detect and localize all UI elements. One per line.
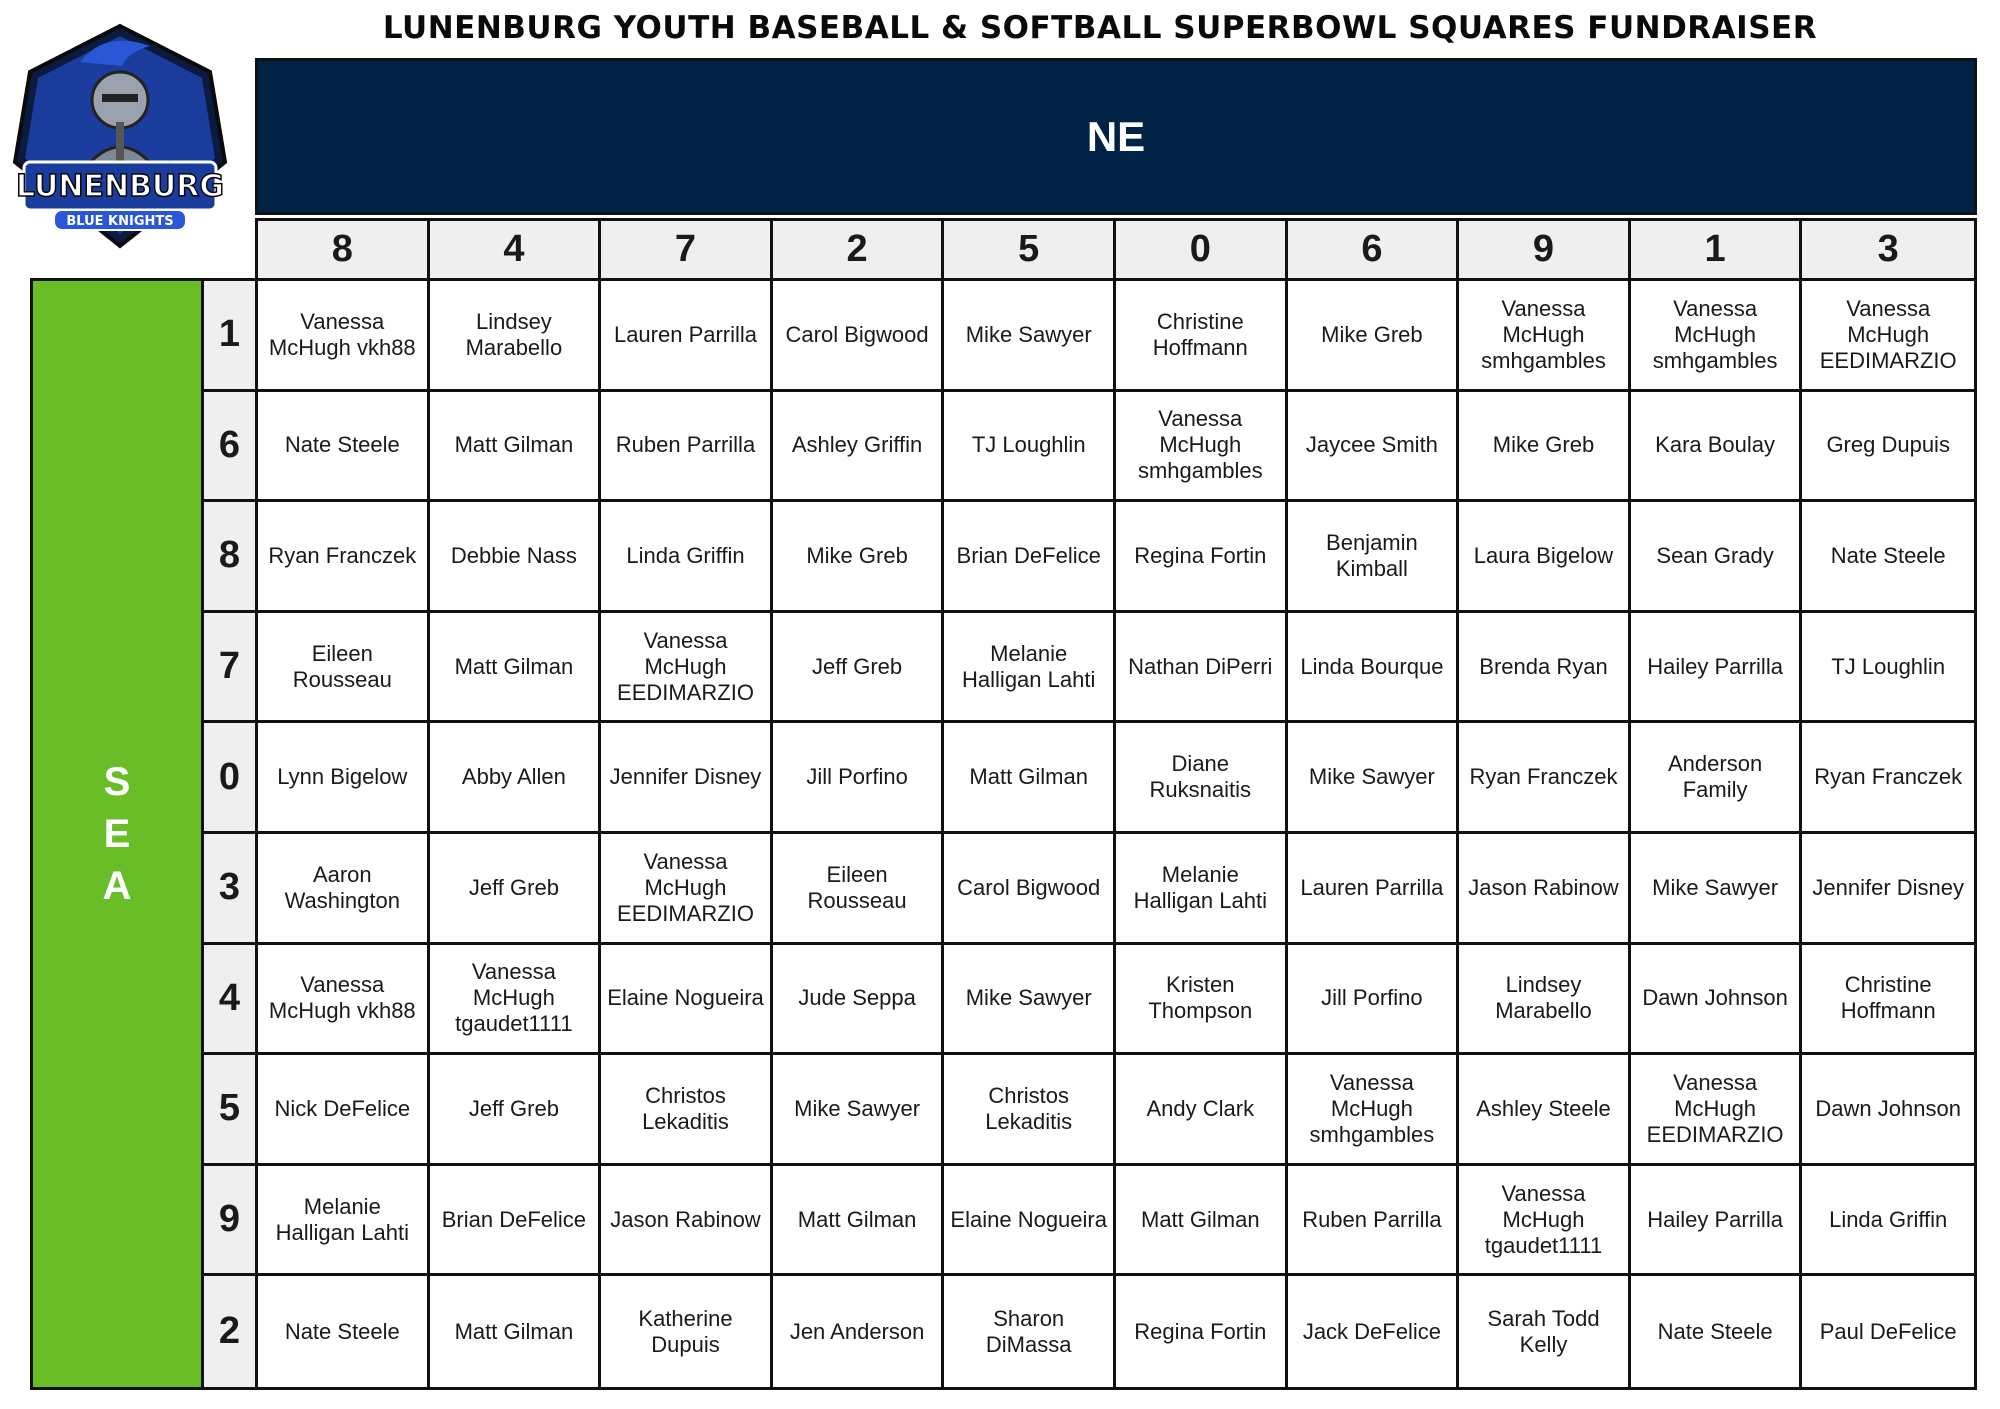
sea-digit: 0 <box>204 723 255 834</box>
square-cell: Linda Bourque <box>1288 613 1460 724</box>
square-cell: Laura Bigelow <box>1459 502 1631 613</box>
ne-digit: 2 <box>773 221 945 278</box>
sea-digit: 9 <box>204 1166 255 1277</box>
ne-digit: 9 <box>1459 221 1631 278</box>
square-cell: Mike Sawyer <box>1631 834 1803 945</box>
square-cell: Vanessa McHugh EEDIMARZIO <box>601 834 773 945</box>
square-cell: Jeff Greb <box>430 1055 602 1166</box>
sea-digit: 8 <box>204 502 255 613</box>
square-cell: Jason Rabinow <box>601 1166 773 1277</box>
square-cell: Sean Grady <box>1631 502 1803 613</box>
square-cell: Jeff Greb <box>430 834 602 945</box>
square-cell: Hailey Parrilla <box>1631 613 1803 724</box>
square-cell: Matt Gilman <box>773 1166 945 1277</box>
square-cell: Lindsey Marabello <box>1459 945 1631 1056</box>
sea-digit: 7 <box>204 613 255 724</box>
square-cell: Katherine Dupuis <box>601 1276 773 1387</box>
svg-text:LUNENBURG: LUNENBURG <box>15 169 225 204</box>
square-cell: Jaycee Smith <box>1288 392 1460 503</box>
square-cell: Linda Griffin <box>601 502 773 613</box>
square-cell: Matt Gilman <box>1116 1166 1288 1277</box>
square-cell: Hailey Parrilla <box>1631 1166 1803 1277</box>
square-cell: Vanessa McHugh smhgambles <box>1631 281 1803 392</box>
ne-digit: 0 <box>1116 221 1288 278</box>
square-cell: Dawn Johnson <box>1631 945 1803 1056</box>
square-cell: Kristen Thompson <box>1116 945 1288 1056</box>
sea-digit: 5 <box>204 1055 255 1166</box>
ne-digit-row <box>255 218 1977 278</box>
square-cell: Jude Seppa <box>773 945 945 1056</box>
square-cell: Jason Rabinow <box>1459 834 1631 945</box>
square-cell: Elaine Nogueira <box>944 1166 1116 1277</box>
square-cell: Jeff Greb <box>773 613 945 724</box>
square-cell: Matt Gilman <box>430 1276 602 1387</box>
sea-digit-column <box>204 278 255 1390</box>
square-cell: Melanie Halligan Lahti <box>258 1166 430 1277</box>
ne-digit: 7 <box>601 221 773 278</box>
square-cell: Ruben Parrilla <box>601 392 773 503</box>
sea-digit: 4 <box>204 945 255 1056</box>
square-cell: Mike Sawyer <box>773 1055 945 1166</box>
square-cell: Lauren Parrilla <box>1288 834 1460 945</box>
ne-digit: 1 <box>1631 221 1803 278</box>
square-cell: Mike Sawyer <box>944 281 1116 392</box>
square-cell: TJ Loughlin <box>944 392 1116 503</box>
square-cell: Debbie Nass <box>430 502 602 613</box>
square-cell: Jennifer Disney <box>1802 834 1974 945</box>
square-cell: Carol Bigwood <box>773 281 945 392</box>
square-cell: Eileen Rousseau <box>258 613 430 724</box>
square-cell: Jennifer Disney <box>601 723 773 834</box>
square-cell: Mike Greb <box>773 502 945 613</box>
square-cell: Nate Steele <box>258 1276 430 1387</box>
square-cell: Matt Gilman <box>944 723 1116 834</box>
square-cell: Dawn Johnson <box>1802 1055 1974 1166</box>
ne-digit: 5 <box>944 221 1116 278</box>
square-cell: Mike Greb <box>1459 392 1631 503</box>
square-cell: Jack DeFelice <box>1288 1276 1460 1387</box>
square-cell: Jill Porfino <box>773 723 945 834</box>
square-cell: Aaron Washington <box>258 834 430 945</box>
knight-icon <box>10 22 230 250</box>
square-cell: Abby Allen <box>430 723 602 834</box>
ne-digit: 6 <box>1288 221 1460 278</box>
square-cell: Brian DeFelice <box>944 502 1116 613</box>
square-cell: Vanessa McHugh smhgambles <box>1116 392 1288 503</box>
square-cell: Christos Lekaditis <box>944 1055 1116 1166</box>
square-cell: Christine Hoffmann <box>1802 945 1974 1056</box>
square-cell: Mike Sawyer <box>1288 723 1460 834</box>
square-cell: Vanessa McHugh smhgambles <box>1288 1055 1460 1166</box>
square-cell: Sarah Todd Kelly <box>1459 1276 1631 1387</box>
square-cell: Jill Porfino <box>1288 945 1460 1056</box>
square-cell: Vanessa McHugh vkh88 <box>258 945 430 1056</box>
square-cell: Benjamin Kimball <box>1288 502 1460 613</box>
square-cell: Diane Ruksnaitis <box>1116 723 1288 834</box>
square-cell: Ryan Franczek <box>258 502 430 613</box>
sea-team-label: SEA <box>102 760 132 908</box>
square-cell: Lynn Bigelow <box>258 723 430 834</box>
square-cell: TJ Loughlin <box>1802 613 1974 724</box>
square-cell: Lindsey Marabello <box>430 281 602 392</box>
square-cell: Elaine Nogueira <box>601 945 773 1056</box>
square-cell: Mike Greb <box>1288 281 1460 392</box>
square-cell: Nate Steele <box>1631 1276 1803 1387</box>
square-cell: Linda Griffin <box>1802 1166 1974 1277</box>
square-cell: Sharon DiMassa <box>944 1276 1116 1387</box>
square-cell: Nathan DiPerri <box>1116 613 1288 724</box>
square-cell: Brian DeFelice <box>430 1166 602 1277</box>
square-cell: Vanessa McHugh EEDIMARZIO <box>1802 281 1974 392</box>
ne-digit: 8 <box>258 221 430 278</box>
square-cell: Anderson Family <box>1631 723 1803 834</box>
sea-digit: 1 <box>204 281 255 392</box>
square-cell: Melanie Halligan Lahti <box>1116 834 1288 945</box>
square-cell: Carol Bigwood <box>944 834 1116 945</box>
square-cell: Regina Fortin <box>1116 502 1288 613</box>
square-cell: Brenda Ryan <box>1459 613 1631 724</box>
square-cell: Ruben Parrilla <box>1288 1166 1460 1277</box>
squares-grid <box>255 278 1977 1390</box>
square-cell: Ashley Griffin <box>773 392 945 503</box>
square-cell: Ryan Franczek <box>1459 723 1631 834</box>
square-cell: Kara Boulay <box>1631 392 1803 503</box>
svg-text:BLUE KNIGHTS: BLUE KNIGHTS <box>66 214 174 229</box>
square-cell: Andy Clark <box>1116 1055 1288 1166</box>
square-cell: Regina Fortin <box>1116 1276 1288 1387</box>
sea-digit: 2 <box>204 1276 255 1387</box>
sea-team-header <box>30 278 204 1390</box>
square-cell: Jen Anderson <box>773 1276 945 1387</box>
square-cell: Melanie Halligan Lahti <box>944 613 1116 724</box>
ne-team-header: NE <box>255 58 1977 215</box>
square-cell: Christos Lekaditis <box>601 1055 773 1166</box>
ne-digit: 4 <box>430 221 602 278</box>
square-cell: Paul DeFelice <box>1819 1318 1957 1344</box>
square-cell: Nate Steele <box>258 392 430 503</box>
square-cell: Vanessa McHugh tgaudet1111 <box>430 945 602 1056</box>
lunenburg-blue-knights-logo <box>10 22 230 250</box>
square-cell: Nate Steele <box>1802 502 1974 613</box>
square-cell: Ashley Steele <box>1459 1055 1631 1166</box>
square-cell: Vanessa McHugh EEDIMARZIO <box>1631 1055 1803 1166</box>
square-cell: Nick DeFelice <box>258 1055 430 1166</box>
square-cell: Mike Sawyer <box>944 945 1116 1056</box>
square-cell: Vanessa McHugh vkh88 <box>258 281 430 392</box>
square-cell: Greg Dupuis <box>1802 392 1974 503</box>
square-cell: Matt Gilman <box>430 392 602 503</box>
square-cell: Christine Hoffmann <box>1116 281 1288 392</box>
page-title: LUNENBURG YOUTH BASEBALL & SOFTBALL SUPERBOWL SQUARES FUNDRAISER <box>382 10 1818 46</box>
square-cell: Vanessa McHugh smhgambles <box>1459 281 1631 392</box>
sea-digit: 6 <box>204 392 255 503</box>
square-cell: Eileen Rousseau <box>773 834 945 945</box>
ne-digit: 3 <box>1802 221 1974 278</box>
square-cell: Vanessa McHugh EEDIMARZIO <box>601 613 773 724</box>
square-cell: Ryan Franczek <box>1802 723 1974 834</box>
square-cell: Matt Gilman <box>430 613 602 724</box>
sea-digit: 3 <box>204 834 255 945</box>
square-cell: Lauren Parrilla <box>601 281 773 392</box>
square-cell: Vanessa McHugh tgaudet1111 <box>1459 1166 1631 1277</box>
